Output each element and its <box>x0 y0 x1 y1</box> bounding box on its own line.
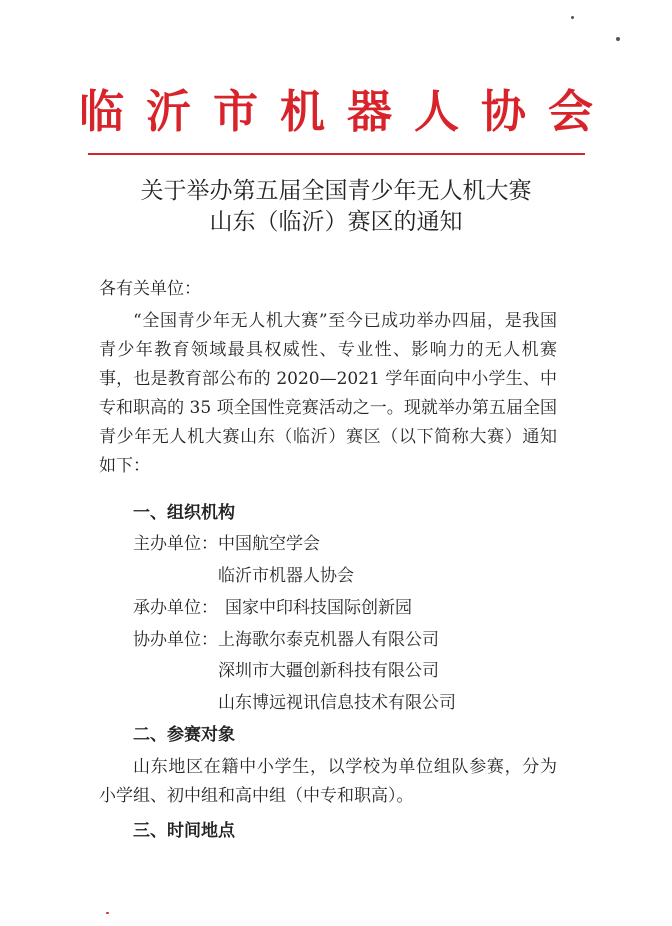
notice-title-line-2: 山东（临沂）赛区的通知 <box>209 209 463 235</box>
letterhead-divider <box>88 153 585 155</box>
scan-speck <box>106 912 109 914</box>
co-organizer-2: 深圳市大疆创新科技有限公司 <box>218 661 439 681</box>
host-org-1: 中国航空学会 <box>218 534 320 554</box>
scan-speck <box>571 16 574 19</box>
host-org-2: 临沂市机器人协会 <box>218 566 354 586</box>
section-1-heading: 一、组织机构 <box>133 503 235 523</box>
section-2-paragraph: 山东地区在籍中小学生，以学校为单位组队参赛，分为小学组、初中组和高中组（中专和职高）。 <box>99 757 557 806</box>
organizer-org-1: 国家中印科技国际创新园 <box>225 598 412 618</box>
host-label: 主办单位： <box>133 534 218 554</box>
organizer-label: 承办单位： <box>133 598 218 618</box>
co-organizer-1: 上海歌尔泰克机器人有限公司 <box>218 630 439 650</box>
salutation: 各有关单位： <box>99 279 201 299</box>
co-organizer-label: 协办单位： <box>133 630 218 650</box>
scan-speck <box>616 37 620 41</box>
section-3-heading: 三、时间地点 <box>133 821 235 841</box>
notice-title-line-1: 关于举办第五届全国青少年无人机大赛 <box>140 178 532 204</box>
intro-paragraph: “全国青少年无人机大赛”至今已成功举办四届，是我国青少年教育领域最具权威性、专业性、影响力的无人机赛事，也是教育部公布的 2020—2021 学年面向中小学生、中专和职高的 35 项全国性竞赛活动之一。现就举办第五届全国青少年无人机大赛山东（临沂）赛区（以下简称大赛）通知如下： <box>99 311 557 476</box>
org-letterhead: 临沂市机器人协会 <box>78 85 615 138</box>
co-organizer-3: 山东博远视讯信息技术有限公司 <box>218 693 456 713</box>
section-2-heading: 二、参赛对象 <box>133 725 235 745</box>
